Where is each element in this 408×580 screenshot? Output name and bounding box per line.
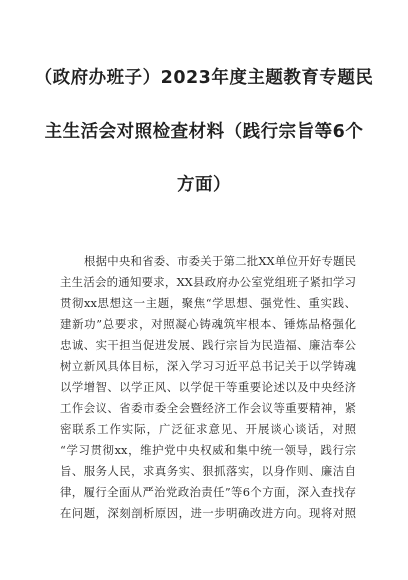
body-line: 在问题，深刻剖析原因，进一步明确改进方向。现将对照 bbox=[60, 506, 356, 520]
title-line-2: 主生活会对照检查材料（践行宗旨等6个 bbox=[44, 122, 364, 142]
body-line: “学习贯彻xx，维护党中央权威和集中统一领导，践行宗 bbox=[60, 443, 356, 457]
body-line: 主生活会的通知要求，XX县政府办公室党组班子紧扣学习 bbox=[60, 275, 356, 289]
title-line-3: 方面） bbox=[177, 175, 231, 195]
body-line: 以学增智、以学正风、以学促干等重要论述以及中央经济 bbox=[60, 380, 356, 394]
body-line: 工作会议、省委市委全会暨经济工作会议等重要精神，紧 bbox=[60, 401, 356, 415]
body-line: 贯彻xx思想这一主题，聚焦“学思想、强党性、重实践、 bbox=[60, 296, 356, 310]
body-line: 旨、服务人民，求真务实、狠抓落实，以身作则、廉洁自 bbox=[60, 464, 356, 478]
title-line-1: （政府办班子）2023年度主题教育专题民 bbox=[34, 68, 374, 88]
body-line: 根据中央和省委、市委关于第二批XX单位开好专题民 bbox=[84, 254, 356, 268]
body-line: 树立新风具体目标，深入学习习近平总书记关于以学铸魂 bbox=[60, 359, 356, 373]
body-line: 律，履行全面从严治党政治责任”等6个方面，深入查找存 bbox=[60, 485, 356, 499]
body-line: 建新功”总要求，对照凝心铸魂筑牢根本、锤炼品格强化 bbox=[60, 317, 356, 331]
body-line: 密联系工作实际，广泛征求意见、开展谈心谈话，对照 bbox=[60, 422, 356, 436]
body-line: 忠诚、实干担当促进发展、践行宗旨为民造福、廉洁奉公 bbox=[60, 338, 356, 352]
